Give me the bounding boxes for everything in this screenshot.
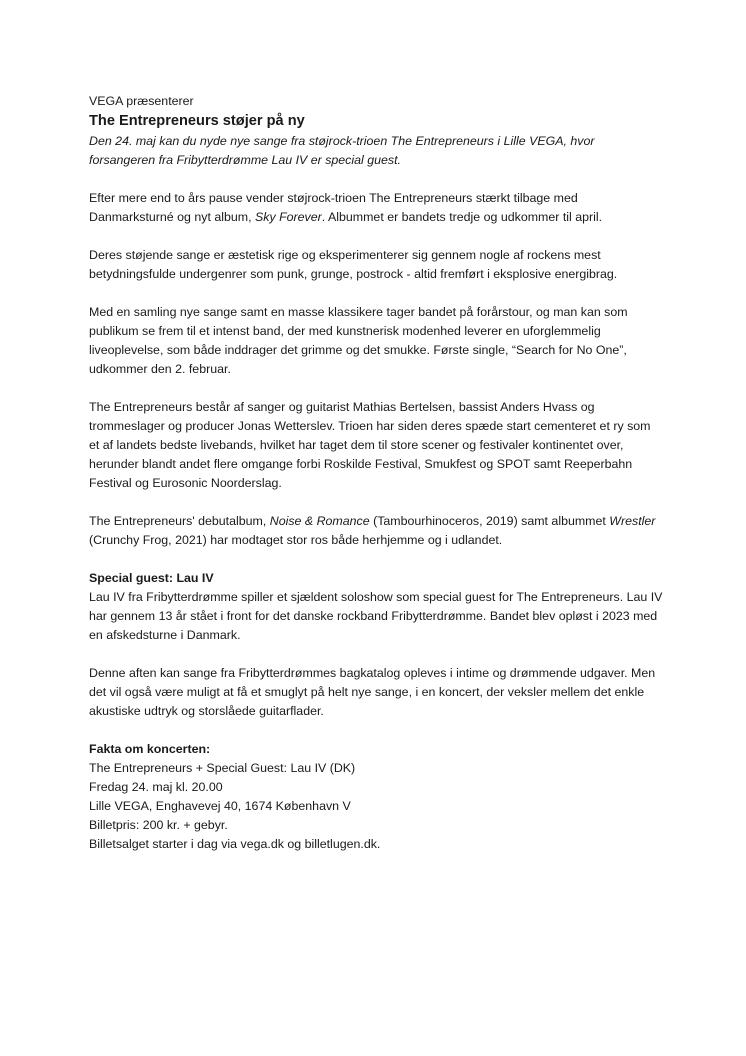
paragraph-text: (Crunchy Frog, 2021) har modtaget stor ros både herhjemme og i udlandet. [89, 533, 503, 547]
facts-item: Billetsalget starter i dag via vega.dk og billetlugen.dk. [89, 837, 381, 851]
facts-item: Fredag 24. maj kl. 20.00 [89, 780, 223, 794]
album-title: Sky Forever [254, 210, 322, 224]
press-release-document [89, 92, 664, 854]
paragraph-text: . Albummet er bandets tredje og udkommer til april. [321, 210, 603, 224]
album-title: Wrestler [609, 514, 656, 528]
paragraph-members: The Entrepreneurs består af sanger og guitarist Mathias Bertelsen, bassist Anders Hvass og trommeslager og producer Jonas Wetterslev. Trioen har siden deres spæde start cementeret et ry som et af landets bedste livebands, hvilket har taget dem til store scener og festivaler kontinentet over, herunder blandt andet flere omgange forbi Roskilde Festival, Smukfest og SPOT samt Reeperbahn Festival og Eurosonic Noorderslag. [89, 400, 651, 490]
paragraph-guest: Lau IV fra Fribytterdrømme spiller et sjældent soloshow som special guest for The Entrepreneurs. Lau IV har gennem 13 år stået i front for det danske rockband Fribytterdrømme. Bandet blev opløst i 2023 med en afskedsturne i Danmark. [89, 590, 663, 642]
paragraph-text: (Tambourhinoceros, 2019) samt albummet [369, 514, 610, 528]
paragraph-tour: Med en samling nye sange samt en masse klassikere tager bandet på forårstour, og man kan som publikum se frem til et intenst band, der med kunstnerisk modenhed leverer en uforglemmelig liveoplevelse, som både inddrager det grimme og det smukke. Første single, “Search for No One”, udkommer den 2. februar. [89, 305, 628, 376]
paragraph-evening: Denne aften kan sange fra Fribytterdrømmes bagkatalog opleves i intime og drømmende udgaver. Men det vil også være muligt at få et smuglyt på helt nye sange, i en koncert, der veksler mellem det enkle akustiske udtryk og storslåede guitarflader. [89, 666, 656, 718]
paragraph-albums [89, 512, 664, 550]
guest-heading: Special guest: Lau IV [89, 571, 214, 585]
facts-item: Lille VEGA, Enghavevej 40, 1674 København V [89, 799, 351, 813]
album-title: Noise & Romance [269, 514, 370, 528]
facts-item: Billetpris: 200 kr. + gebyr. [89, 818, 228, 832]
facts-heading: Fakta om koncerten: [89, 742, 211, 756]
kicker: VEGA præsenterer [89, 94, 194, 108]
paragraph-text: Efter mere end to års pause vender støjrock-trioen The Entrepreneurs stærkt tilbage med Danmarksturné og nyt album, [89, 191, 578, 224]
paragraph-text: The Entrepreneurs' debutalbum, [89, 514, 270, 528]
lead-paragraph: Den 24. maj kan du nyde nye sange fra støjrock-trioen The Entrepreneurs i Lille VEGA, hvor forsangeren fra Fribytterdrømme Lau IV er special guest. [89, 134, 595, 167]
headline: The Entrepreneurs støjer på ny [89, 113, 305, 129]
facts-list [89, 759, 664, 854]
facts-item: The Entrepreneurs + Special Guest: Lau IV (DK) [89, 761, 356, 775]
paragraph-sound: Deres støjende sange er æstetisk rige og eksperimenterer sig gennem nogle af rockens mest betydningsfulde undergenrer som punk, grunge, postrock - altid fremført i eksplosive energibrag. [89, 248, 618, 281]
paragraph-comeback [89, 189, 664, 227]
